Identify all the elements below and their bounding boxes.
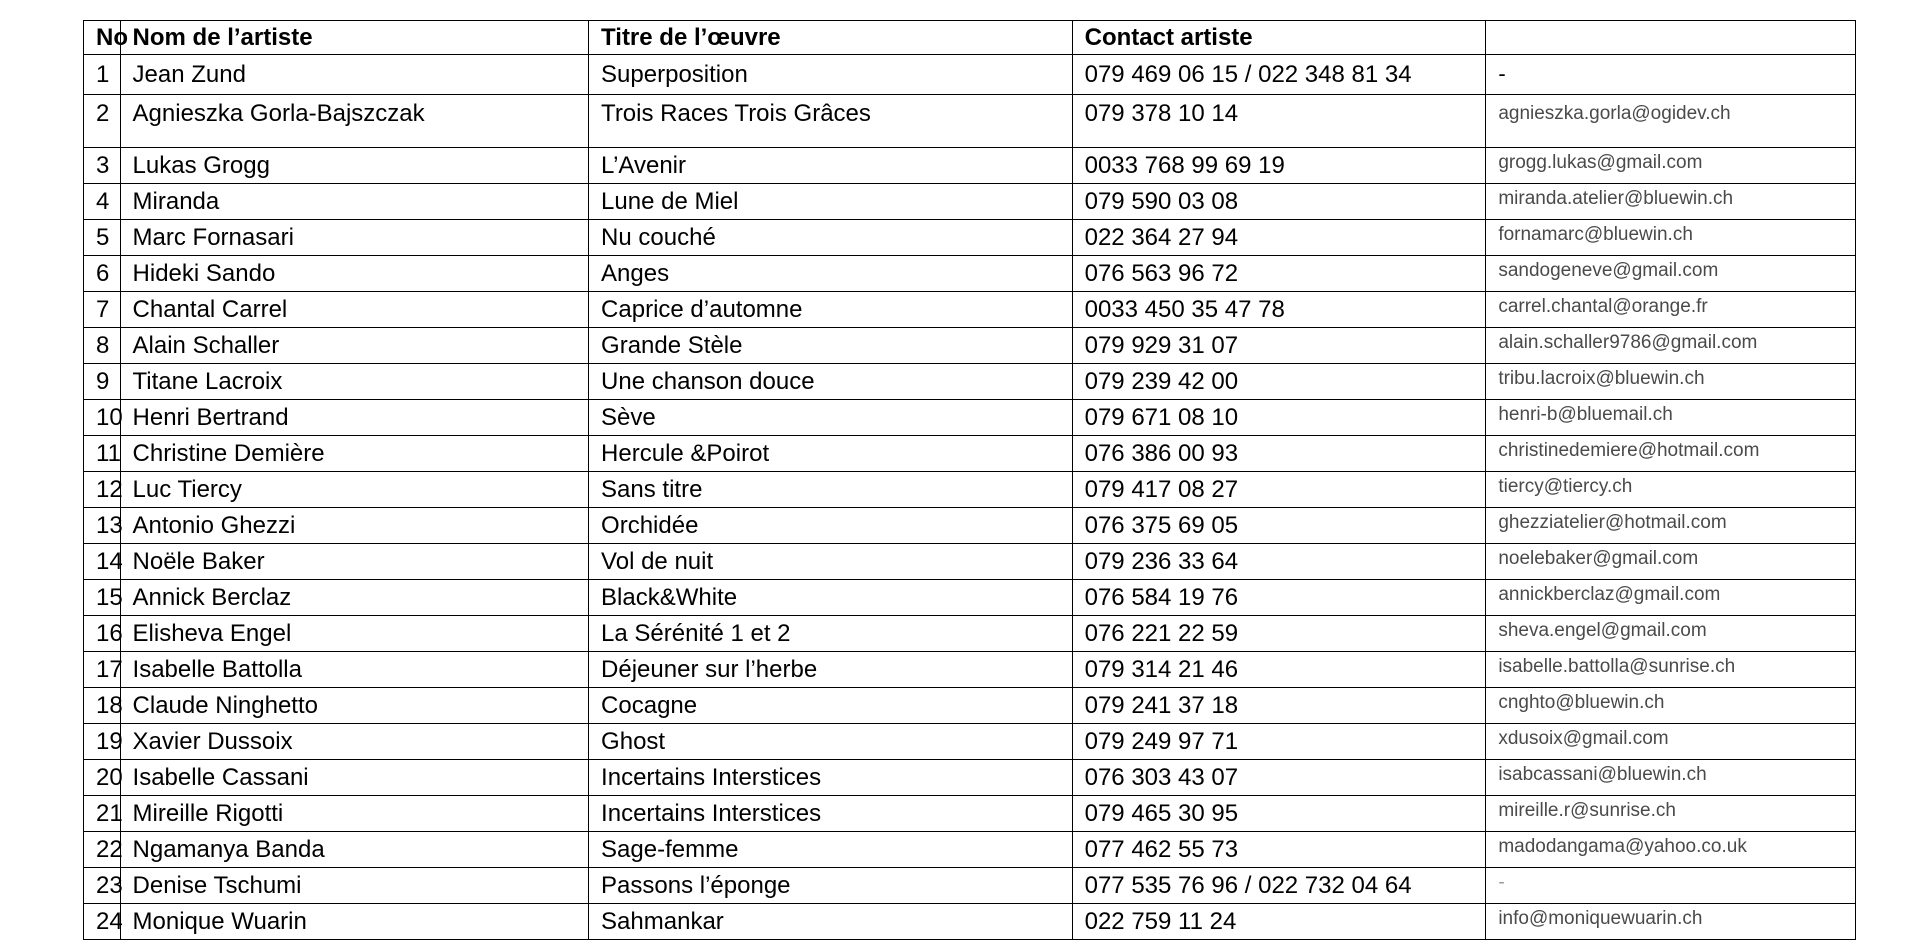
- cell-email: henri-b@bluemail.ch: [1486, 400, 1856, 436]
- cell-artwork-title: Hercule &Poirot: [589, 436, 1073, 472]
- cell-contact: 077 462 55 73: [1072, 832, 1486, 868]
- table-row: [84, 688, 1856, 724]
- cell-no: 14: [84, 544, 121, 580]
- table-row: [84, 184, 1856, 220]
- cell-email: carrel.chantal@orange.fr: [1486, 292, 1856, 328]
- cell-no: 12: [84, 472, 121, 508]
- header-no: No: [84, 21, 121, 55]
- cell-email: -: [1486, 868, 1856, 904]
- cell-email: cnghto@bluewin.ch: [1486, 688, 1856, 724]
- cell-email: grogg.lukas@gmail.com: [1486, 148, 1856, 184]
- cell-artist-name: Elisheva Engel: [120, 616, 589, 652]
- cell-email: info@moniquewuarin.ch: [1486, 904, 1856, 940]
- cell-no: 8: [84, 328, 121, 364]
- cell-artist-name: Christine Demière: [120, 436, 589, 472]
- cell-artist-name: Denise Tschumi: [120, 868, 589, 904]
- cell-no: 13: [84, 508, 121, 544]
- cell-artist-name: Antonio Ghezzi: [120, 508, 589, 544]
- cell-contact: 079 469 06 15 / 022 348 81 34: [1072, 55, 1486, 95]
- cell-no: 5: [84, 220, 121, 256]
- cell-email: alain.schaller9786@gmail.com: [1486, 328, 1856, 364]
- table-row: [84, 724, 1856, 760]
- cell-email: tiercy@tiercy.ch: [1486, 472, 1856, 508]
- cell-no: 9: [84, 364, 121, 400]
- table-row: [84, 652, 1856, 688]
- table-row: [84, 364, 1856, 400]
- cell-no: 19: [84, 724, 121, 760]
- cell-no: 16: [84, 616, 121, 652]
- cell-contact: 079 249 97 71: [1072, 724, 1486, 760]
- cell-no: 20: [84, 760, 121, 796]
- cell-artwork-title: Incertains Interstices: [589, 760, 1073, 796]
- cell-no: 15: [84, 580, 121, 616]
- cell-no: 21: [84, 796, 121, 832]
- cell-artwork-title: Superposition: [589, 55, 1073, 95]
- cell-email: madodangama@yahoo.co.uk: [1486, 832, 1856, 868]
- table-header-row: [84, 21, 1856, 55]
- header-email: [1486, 21, 1856, 55]
- cell-contact: 077 535 76 96 / 022 732 04 64: [1072, 868, 1486, 904]
- cell-artwork-title: Black&White: [589, 580, 1073, 616]
- cell-contact: 076 584 19 76: [1072, 580, 1486, 616]
- cell-contact: 076 375 69 05: [1072, 508, 1486, 544]
- cell-artist-name: Monique Wuarin: [120, 904, 589, 940]
- cell-email: isabelle.battolla@sunrise.ch: [1486, 652, 1856, 688]
- cell-no: 23: [84, 868, 121, 904]
- table-row: [84, 220, 1856, 256]
- cell-artwork-title: Une chanson douce: [589, 364, 1073, 400]
- cell-artist-name: Hideki Sando: [120, 256, 589, 292]
- cell-artwork-title: Cocagne: [589, 688, 1073, 724]
- cell-artist-name: Jean Zund: [120, 55, 589, 95]
- table-row: [84, 508, 1856, 544]
- cell-contact: 079 465 30 95: [1072, 796, 1486, 832]
- table-row: [84, 472, 1856, 508]
- cell-no: 10: [84, 400, 121, 436]
- cell-no: 17: [84, 652, 121, 688]
- header-artist-contact: Contact artiste: [1072, 21, 1486, 55]
- cell-contact: 079 671 08 10: [1072, 400, 1486, 436]
- cell-artwork-title: Trois Races Trois Grâces: [589, 95, 1073, 148]
- cell-contact: 022 759 11 24: [1072, 904, 1486, 940]
- cell-contact: 079 417 08 27: [1072, 472, 1486, 508]
- cell-email: isabcassani@bluewin.ch: [1486, 760, 1856, 796]
- table-row: [84, 292, 1856, 328]
- cell-contact: 0033 768 99 69 19: [1072, 148, 1486, 184]
- table-row: [84, 436, 1856, 472]
- table-body: [84, 55, 1856, 940]
- cell-artist-name: Ngamanya Banda: [120, 832, 589, 868]
- table-row: [84, 400, 1856, 436]
- cell-contact: 076 303 43 07: [1072, 760, 1486, 796]
- table-row: [84, 256, 1856, 292]
- cell-artist-name: Mireille Rigotti: [120, 796, 589, 832]
- table-row: [84, 328, 1856, 364]
- table-row: [84, 95, 1856, 148]
- cell-artwork-title: Grande Stèle: [589, 328, 1073, 364]
- cell-contact: 0033 450 35 47 78: [1072, 292, 1486, 328]
- artists-table: [83, 20, 1856, 940]
- cell-email: xdusoix@gmail.com: [1486, 724, 1856, 760]
- cell-no: 2: [84, 95, 121, 148]
- cell-no: 4: [84, 184, 121, 220]
- cell-no: 1: [84, 55, 121, 95]
- cell-contact: 079 241 37 18: [1072, 688, 1486, 724]
- cell-artwork-title: La Sérénité 1 et 2: [589, 616, 1073, 652]
- cell-artist-name: Claude Ninghetto: [120, 688, 589, 724]
- cell-contact: 022 364 27 94: [1072, 220, 1486, 256]
- cell-contact: 079 378 10 14: [1072, 95, 1486, 148]
- cell-artist-name: Lukas Grogg: [120, 148, 589, 184]
- cell-no: 22: [84, 832, 121, 868]
- cell-email: ghezziatelier@hotmail.com: [1486, 508, 1856, 544]
- table-row: [84, 616, 1856, 652]
- cell-contact: 079 314 21 46: [1072, 652, 1486, 688]
- cell-contact: 079 236 33 64: [1072, 544, 1486, 580]
- cell-email: miranda.atelier@bluewin.ch: [1486, 184, 1856, 220]
- cell-email: sheva.engel@gmail.com: [1486, 616, 1856, 652]
- header-artist-name: Nom de l’artiste: [120, 21, 589, 55]
- cell-email: sandogeneve@gmail.com: [1486, 256, 1856, 292]
- cell-no: 6: [84, 256, 121, 292]
- cell-contact: 079 239 42 00: [1072, 364, 1486, 400]
- cell-artwork-title: Vol de nuit: [589, 544, 1073, 580]
- cell-contact: 076 386 00 93: [1072, 436, 1486, 472]
- table-row: [84, 580, 1856, 616]
- cell-artist-name: Luc Tiercy: [120, 472, 589, 508]
- cell-artist-name: Alain Schaller: [120, 328, 589, 364]
- cell-artist-name: Isabelle Cassani: [120, 760, 589, 796]
- cell-artwork-title: Anges: [589, 256, 1073, 292]
- cell-email: christinedemiere@hotmail.com: [1486, 436, 1856, 472]
- cell-artwork-title: Sève: [589, 400, 1073, 436]
- table-row: [84, 544, 1856, 580]
- cell-no: 7: [84, 292, 121, 328]
- cell-contact: 076 221 22 59: [1072, 616, 1486, 652]
- cell-artwork-title: Sans titre: [589, 472, 1073, 508]
- table-row: [84, 760, 1856, 796]
- cell-artwork-title: Lune de Miel: [589, 184, 1073, 220]
- table-row: [84, 868, 1856, 904]
- cell-no: 3: [84, 148, 121, 184]
- table-row: [84, 55, 1856, 95]
- cell-email: tribu.lacroix@bluewin.ch: [1486, 364, 1856, 400]
- cell-no: 24: [84, 904, 121, 940]
- table-row: [84, 832, 1856, 868]
- cell-artwork-title: Sahmankar: [589, 904, 1073, 940]
- cell-artist-name: Titane Lacroix: [120, 364, 589, 400]
- cell-contact: 079 590 03 08: [1072, 184, 1486, 220]
- cell-contact: 079 929 31 07: [1072, 328, 1486, 364]
- cell-artist-name: Xavier Dussoix: [120, 724, 589, 760]
- cell-artist-name: Chantal Carrel: [120, 292, 589, 328]
- cell-artist-name: Miranda: [120, 184, 589, 220]
- cell-artwork-title: Nu couché: [589, 220, 1073, 256]
- cell-artwork-title: Ghost: [589, 724, 1073, 760]
- cell-artwork-title: Orchidée: [589, 508, 1073, 544]
- cell-artist-name: Henri Bertrand: [120, 400, 589, 436]
- cell-email: -: [1486, 55, 1856, 95]
- cell-artwork-title: Incertains Interstices: [589, 796, 1073, 832]
- cell-email: noelebaker@gmail.com: [1486, 544, 1856, 580]
- cell-artwork-title: Déjeuner sur l’herbe: [589, 652, 1073, 688]
- table-row: [84, 148, 1856, 184]
- cell-artist-name: Marc Fornasari: [120, 220, 589, 256]
- header-artwork-title: Titre de l’œuvre: [589, 21, 1073, 55]
- table-row: [84, 904, 1856, 940]
- cell-artist-name: Annick Berclaz: [120, 580, 589, 616]
- cell-contact: 076 563 96 72: [1072, 256, 1486, 292]
- table-row: [84, 796, 1856, 832]
- cell-email: mireille.r@sunrise.ch: [1486, 796, 1856, 832]
- cell-no: 11: [84, 436, 121, 472]
- cell-artwork-title: Caprice d’automne: [589, 292, 1073, 328]
- cell-artwork-title: Sage-femme: [589, 832, 1073, 868]
- cell-artist-name: Noële Baker: [120, 544, 589, 580]
- cell-no: 18: [84, 688, 121, 724]
- cell-email: annickberclaz@gmail.com: [1486, 580, 1856, 616]
- cell-artwork-title: Passons l’éponge: [589, 868, 1073, 904]
- cell-artist-name: Agnieszka Gorla-Bajszczak: [120, 95, 589, 148]
- cell-artist-name: Isabelle Battolla: [120, 652, 589, 688]
- cell-email: agnieszka.gorla@ogidev.ch: [1486, 95, 1856, 148]
- cell-email: fornamarc@bluewin.ch: [1486, 220, 1856, 256]
- cell-artwork-title: L’Avenir: [589, 148, 1073, 184]
